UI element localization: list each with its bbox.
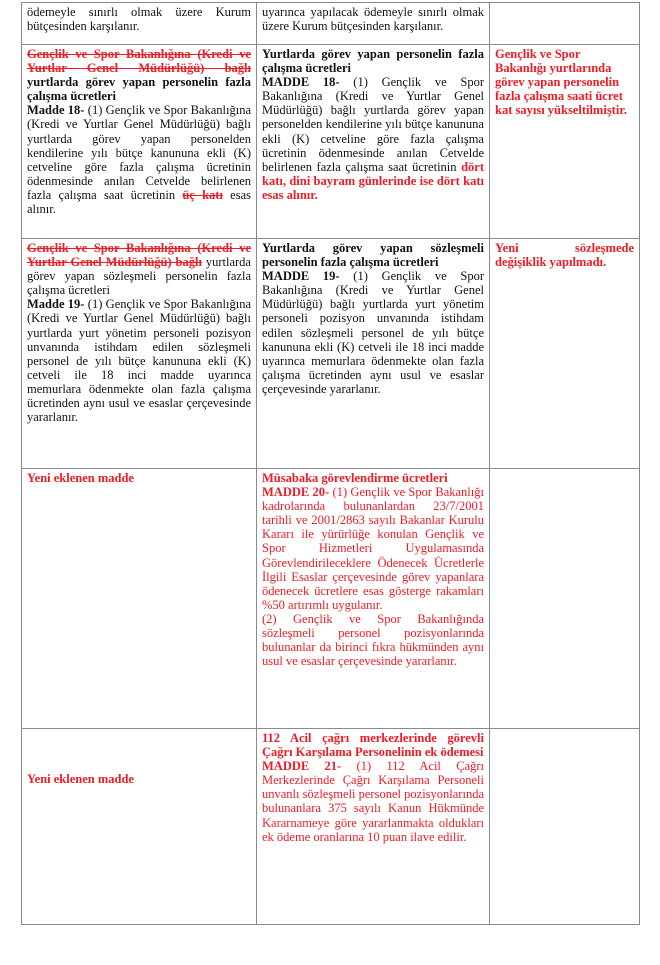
old-article-text: (1) Gençlik ve Spor Bakanlığına (Kredi ve Yurtlar Genel Müdürlüğü) bağlı yurtlarda yurt yönetim personeli pozisyon unvanında istihdam edilen sözleşmeli personel de yılı bütçe kanununa ekli (K) cetveli ile 18 inci madde uyarınca memurlara ödenmekte olan fazla çalışma ücretinden aynı usul ve esaslar çerçevesinde yararlanır.: [27, 297, 251, 425]
new-title: Müsabaka görevlendirme ücretleri: [262, 471, 448, 485]
old-article-text: (1) Gençlik ve Spor Bakanlığına (Kredi ve Yurtlar Genel Müdürlüğü) bağlı yurtlarda görev yapan personelden kendilerine yılı bütçe kanununa ekli (K) cetveline göre fazla çalışma ücretinin ödenmesinde anılan Cetvelde belirlenen fazla çalışma saat ücretinin: [27, 103, 251, 202]
table-row: [22, 3, 640, 45]
new-title: 112 Acil çağrı merkezlerinde görevli Çağrı Karşılama Personelinin ek ödemesi: [262, 731, 484, 760]
new-madde-label: MADDE 20-: [262, 485, 330, 500]
new-article-text: (1) Gençlik ve Spor Bakanlığına (Kredi ve Yurtlar Genel Müdürlüğü) bağlı yurtlarda yurt yönetim personeli pozisyon unvanında istihdam edilen sözleşmeli personel de yılı bütçe kanununa ekli (K) cetveli ile 18 inci madde uyarınca memurlara ödenmekte olan fazla çalışma ücretinden aynı usul ve esaslar çerçevesinde yararlanır.: [262, 269, 484, 396]
old-article-cell: [22, 729, 257, 925]
note-cell: [490, 45, 640, 239]
new-text: uyarınca yapılacak ödemeyle sınırlı olmak üzere Kurum bütçesinden karşılanır.: [262, 5, 484, 34]
old-article-cell: [22, 239, 257, 469]
note-cell: [490, 469, 640, 729]
table-row: [22, 239, 640, 469]
old-text-cell: [22, 3, 257, 45]
new-article-text: (1) 112 Acil Çağrı Merkezlerinde Çağrı Karşılama Personeli unvanlı sözleşmeli personel pozisyonlarında bulunanlara 375 sayılı Kanun Hükmünde Kararnameye göre yararlanmakta oldukları ek ödeme oranlarına 10 puan ilave edilir.: [262, 759, 484, 844]
new-article-marker: Yeni eklenen madde: [27, 471, 134, 485]
table-row: [22, 729, 640, 925]
old-text: ödemeyle sınırlı olmak üzere Kurum bütçesinden karşılanır.: [27, 5, 251, 34]
new-madde-label: MADDE 18-: [262, 75, 340, 90]
old-title-struck: Gençlik ve Spor Bakanlığına (Kredi ve Yurtlar Genel Müdürlüğü) bağlı: [27, 241, 251, 270]
new-article-cell: [257, 469, 490, 729]
new-text-cell: [257, 3, 490, 45]
table-row: [22, 469, 640, 729]
note-cell: [490, 3, 640, 45]
old-madde-label: Madde 19-: [27, 297, 85, 312]
new-article-cell: [257, 239, 490, 469]
new-title: Yurtlarda görev yapan personelin fazla çalışma ücretleri: [262, 47, 484, 76]
note-cell: [490, 239, 640, 469]
note-cell: [490, 729, 640, 925]
old-article-cell: [22, 469, 257, 729]
old-article-cell: [22, 45, 257, 239]
old-title: yurtlarda görev yapan personelin fazla çalışma ücretleri: [27, 75, 251, 104]
new-article-text: (1) Gençlik ve Spor Bakanlığına (Kredi ve Yurtlar Genel Müdürlüğü) bağlı yurtlarda görev yapan personelden kendilerine yılı bütçe kanununa ekli (K) cetveline göre fazla çalışma ücretinin ödenmesinde anılan Cetvelde belirlenen fazla çalışma saat ücretinin: [262, 75, 484, 174]
new-madde-label: MADDE 21-: [262, 759, 342, 774]
comparison-table: [21, 2, 640, 925]
change-note: Gençlik ve Spor Bakanlığı yurtlarında görev yapan personelin fazla çalışma saati ücret kat sayısı yükseltilmiştir.: [495, 47, 627, 118]
old-title: yurtlarda görev yapan sözleşmeli personelin fazla çalışma ücretleri: [27, 255, 251, 298]
old-title-struck: Gençlik ve Spor Bakanlığına (Kredi ve Yurtlar Genel Müdürlüğü) bağlı: [27, 47, 251, 76]
old-madde-label: Madde 18-: [27, 103, 85, 118]
new-red-text: dört katı, dini bayram günlerinde ise dört katı esas alınır.: [262, 159, 484, 202]
new-article-text-1: (1) Gençlik ve Spor Bakanlığı kadrolarında bulunanlardan 23/7/2001 tarihli ve 2001/2863 sayılı Bakanlar Kurulu Kararı ile yürürlüğe konulan Gençlik ve Spor Hizmetleri Uygulamasında Görevlendirileceklere Ödenecek Ücretlerle İlgili Esaslar çerçevesinde görev yapanlara ödenecek ücretlere esas gösterge rakamları %50 artırımlı uygulanır.: [262, 485, 484, 612]
new-madde-label: MADDE 19-: [262, 269, 340, 284]
old-struck-end: üç katı: [182, 187, 223, 202]
old-article-end: esas alınır.: [27, 187, 251, 217]
new-article-cell: [257, 729, 490, 925]
new-title: Yurtlarda görev yapan sözleşmeli personelin fazla çalışma ücretleri: [262, 241, 484, 270]
table-row: [22, 45, 640, 239]
new-article-text-2: (2) Gençlik ve Spor Bakanlığında sözleşmeli personel pozisyonlarında bulunanlar da birinci fıkra hükmünden aynı usul ve esaslar çerçevesinde yararlanır.: [262, 611, 484, 669]
new-article-cell: [257, 45, 490, 239]
new-article-marker: Yeni eklenen madde: [27, 772, 134, 786]
change-note: Yeni sözleşmede değişiklik yapılmadı.: [495, 241, 634, 270]
